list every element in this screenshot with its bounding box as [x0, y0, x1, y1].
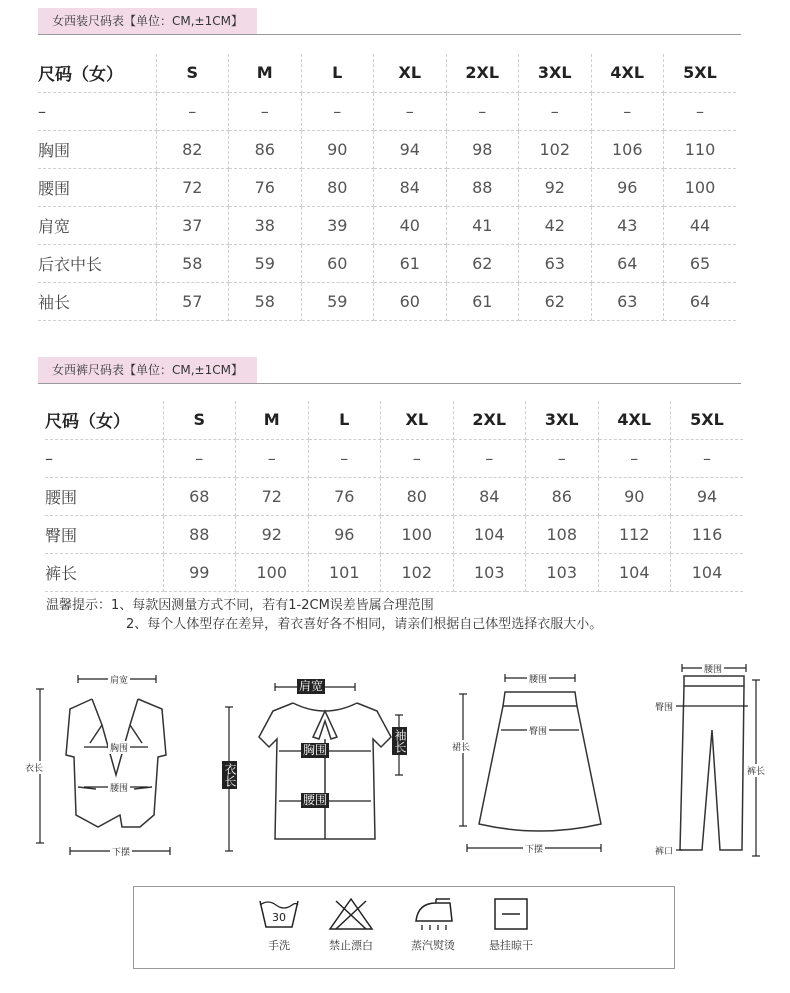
table-cell: 61 [446, 282, 519, 320]
table-row [38, 130, 736, 168]
table-cell: – [308, 439, 381, 477]
care-label-steam-iron: 蒸汽熨烫 [411, 939, 455, 952]
table-cell: 98 [446, 130, 519, 168]
table-cell: 59 [229, 244, 302, 282]
row-label-cell: 臀围 [45, 515, 163, 553]
table-cell: – [381, 439, 454, 477]
table-cell: 82 [156, 130, 229, 168]
header-cell: 3XL [526, 401, 599, 439]
table-row [45, 477, 743, 515]
jacket-waist-label: 腰围 [108, 781, 130, 794]
care-label-no-bleach: 禁止漂白 [329, 939, 373, 952]
care-label-hand-wash: 手洗 [268, 939, 290, 952]
skirt-outline [445, 668, 615, 863]
pants-outline [650, 660, 770, 865]
table-cell: – [374, 92, 447, 130]
table-cell: 90 [301, 130, 374, 168]
table-cell: – [526, 439, 599, 477]
care-item-no-bleach [316, 897, 386, 953]
table-row [45, 439, 743, 477]
pants-waist-label: 腰围 [702, 662, 724, 675]
shirt-length-label: 衣长 [223, 763, 237, 787]
table-cell: 106 [591, 130, 664, 168]
table-cell: 108 [526, 515, 599, 553]
table-cell: 80 [301, 168, 374, 206]
header-cell: 尺码（女） [38, 54, 156, 92]
header-cell: 5XL [664, 54, 737, 92]
table-cell: 68 [163, 477, 236, 515]
hand-wash-icon [256, 897, 302, 931]
table-cell: 90 [598, 477, 671, 515]
table-cell: 116 [671, 515, 744, 553]
table-cell: 72 [156, 168, 229, 206]
size-notes [46, 596, 602, 634]
table-cell: – [664, 92, 737, 130]
row-label-cell: 肩宽 [38, 206, 156, 244]
row-label-cell: 腰围 [45, 477, 163, 515]
pants-diagram [650, 660, 770, 865]
table-cell: – [671, 439, 744, 477]
table-cell: – [519, 92, 592, 130]
table-row [45, 515, 743, 553]
skirt-length-label: 裙长 [451, 740, 471, 753]
table-cell: 57 [156, 282, 229, 320]
jacket-length-label: 衣长 [24, 761, 44, 774]
note-line-2: 2、每个人体型存在差异，着衣喜好各不相同，请亲们根据自己体型选择衣服大小。 [126, 617, 603, 632]
shirt-chest-label: 胸围 [303, 743, 328, 757]
wash-temperature: 30 [272, 911, 286, 924]
table-cell: 72 [236, 477, 309, 515]
table-cell: 96 [308, 515, 381, 553]
table-row [38, 92, 736, 130]
header-cell: S [156, 54, 229, 92]
shirt-waist-label: 腰围 [303, 793, 328, 807]
table-cell: 112 [598, 515, 671, 553]
pants-hip-label: 臀围 [654, 700, 674, 713]
table-cell: 99 [163, 553, 236, 591]
table-header-row [45, 401, 743, 439]
no-bleach-icon [328, 897, 374, 931]
table-cell: 104 [598, 553, 671, 591]
table-cell: – [453, 439, 526, 477]
table-row [38, 168, 736, 206]
row-label-cell: 胸围 [38, 130, 156, 168]
table-header-row [38, 54, 736, 92]
shirt-shoulder-label: 肩宽 [299, 679, 324, 693]
shirt-outline [215, 675, 415, 860]
table-cell: – [591, 92, 664, 130]
header-cell: 3XL [519, 54, 592, 92]
row-label-cell: 裤长 [45, 553, 163, 591]
table-cell: – [229, 92, 302, 130]
table-row [38, 206, 736, 244]
jacket-hem-label: 下摆 [110, 845, 132, 858]
jacket-section-rule [38, 34, 741, 35]
row-label-cell: 袖长 [38, 282, 156, 320]
table-cell: 110 [664, 130, 737, 168]
table-cell: 92 [236, 515, 309, 553]
header-cell: 2XL [446, 54, 519, 92]
table-cell: 58 [156, 244, 229, 282]
header-cell: 4XL [598, 401, 671, 439]
table-cell: 76 [229, 168, 302, 206]
table-cell: – [301, 92, 374, 130]
jacket-outline [30, 665, 190, 865]
table-cell: 84 [374, 168, 447, 206]
table-cell: 101 [308, 553, 381, 591]
table-cell: 104 [671, 553, 744, 591]
header-cell: L [308, 401, 381, 439]
table-cell: 64 [664, 282, 737, 320]
table-cell: 100 [236, 553, 309, 591]
table-row [38, 244, 736, 282]
header-cell: M [236, 401, 309, 439]
pants-section-rule [38, 383, 741, 384]
table-cell: 59 [301, 282, 374, 320]
header-cell: S [163, 401, 236, 439]
table-cell: – [598, 439, 671, 477]
care-instructions [133, 886, 675, 969]
table-cell: 104 [453, 515, 526, 553]
table-cell: 39 [301, 206, 374, 244]
row-label-cell: 腰围 [38, 168, 156, 206]
table-cell: 76 [308, 477, 381, 515]
table-cell: 102 [519, 130, 592, 168]
table-cell: 103 [453, 553, 526, 591]
pants-section-title: 女西裤尺码表【单位：CM,±1CM】 [38, 357, 257, 383]
skirt-hem-label: 下摆 [523, 842, 545, 855]
table-cell: 103 [526, 553, 599, 591]
skirt-diagram [445, 668, 615, 863]
header-cell: 尺码（女） [45, 401, 163, 439]
table-cell: 65 [664, 244, 737, 282]
row-label-cell: 后衣中长 [38, 244, 156, 282]
header-cell: XL [381, 401, 454, 439]
shirt-diagram [215, 675, 415, 860]
table-row [45, 553, 743, 591]
table-cell: 42 [519, 206, 592, 244]
table-cell: 64 [591, 244, 664, 282]
row-label-cell: – [38, 92, 156, 130]
table-cell: – [163, 439, 236, 477]
table-cell: 96 [591, 168, 664, 206]
table-cell: 63 [519, 244, 592, 282]
care-label-hang-dry: 悬挂晾干 [489, 939, 533, 952]
table-cell: 100 [381, 515, 454, 553]
table-cell: 102 [381, 553, 454, 591]
pants-size-table [45, 401, 743, 592]
jacket-chest-label: 胸围 [108, 741, 130, 754]
note-line-1: 温馨提示：1、每款因测量方式不同，若有1-2CM误差皆属合理范围 [46, 598, 434, 613]
row-label-cell: – [45, 439, 163, 477]
table-cell: 61 [374, 244, 447, 282]
table-row [38, 282, 736, 320]
header-cell: XL [374, 54, 447, 92]
table-cell: 62 [519, 282, 592, 320]
table-cell: 37 [156, 206, 229, 244]
table-cell: 63 [591, 282, 664, 320]
table-cell: – [156, 92, 229, 130]
jacket-shoulder-label: 肩宽 [108, 673, 130, 686]
header-cell: 4XL [591, 54, 664, 92]
table-cell: 88 [163, 515, 236, 553]
table-cell: – [446, 92, 519, 130]
jacket-size-table [38, 54, 736, 321]
pants-length-label: 裤长 [746, 764, 766, 777]
table-cell: 92 [519, 168, 592, 206]
jacket-section-title: 女西装尺码表【单位：CM,±1CM】 [38, 8, 257, 34]
table-cell: 94 [374, 130, 447, 168]
table-cell: 58 [229, 282, 302, 320]
table-cell: 80 [381, 477, 454, 515]
table-cell: 84 [453, 477, 526, 515]
table-cell: – [236, 439, 309, 477]
care-item-steam-iron [398, 897, 468, 953]
care-item-hang-dry [476, 897, 546, 953]
jacket-diagram [25, 665, 190, 865]
shirt-sleeve-label: 袖长 [393, 729, 407, 753]
table-cell: 40 [374, 206, 447, 244]
table-cell: 41 [446, 206, 519, 244]
header-cell: 5XL [671, 401, 744, 439]
table-cell: 62 [446, 244, 519, 282]
skirt-hip-label: 臀围 [527, 724, 549, 737]
table-cell: 43 [591, 206, 664, 244]
table-cell: 94 [671, 477, 744, 515]
header-cell: 2XL [453, 401, 526, 439]
table-cell: 100 [664, 168, 737, 206]
header-cell: M [229, 54, 302, 92]
table-cell: 38 [229, 206, 302, 244]
pants-leg-opening-label: 裤口 [654, 844, 674, 857]
table-cell: 60 [301, 244, 374, 282]
header-cell: L [301, 54, 374, 92]
table-cell: 60 [374, 282, 447, 320]
steam-iron-icon [410, 897, 456, 931]
table-cell: 88 [446, 168, 519, 206]
hang-dry-icon [488, 897, 534, 931]
care-item-hand-wash [244, 897, 314, 953]
table-cell: 86 [229, 130, 302, 168]
skirt-waist-label: 腰围 [527, 672, 549, 685]
table-cell: 86 [526, 477, 599, 515]
table-cell: 44 [664, 206, 737, 244]
